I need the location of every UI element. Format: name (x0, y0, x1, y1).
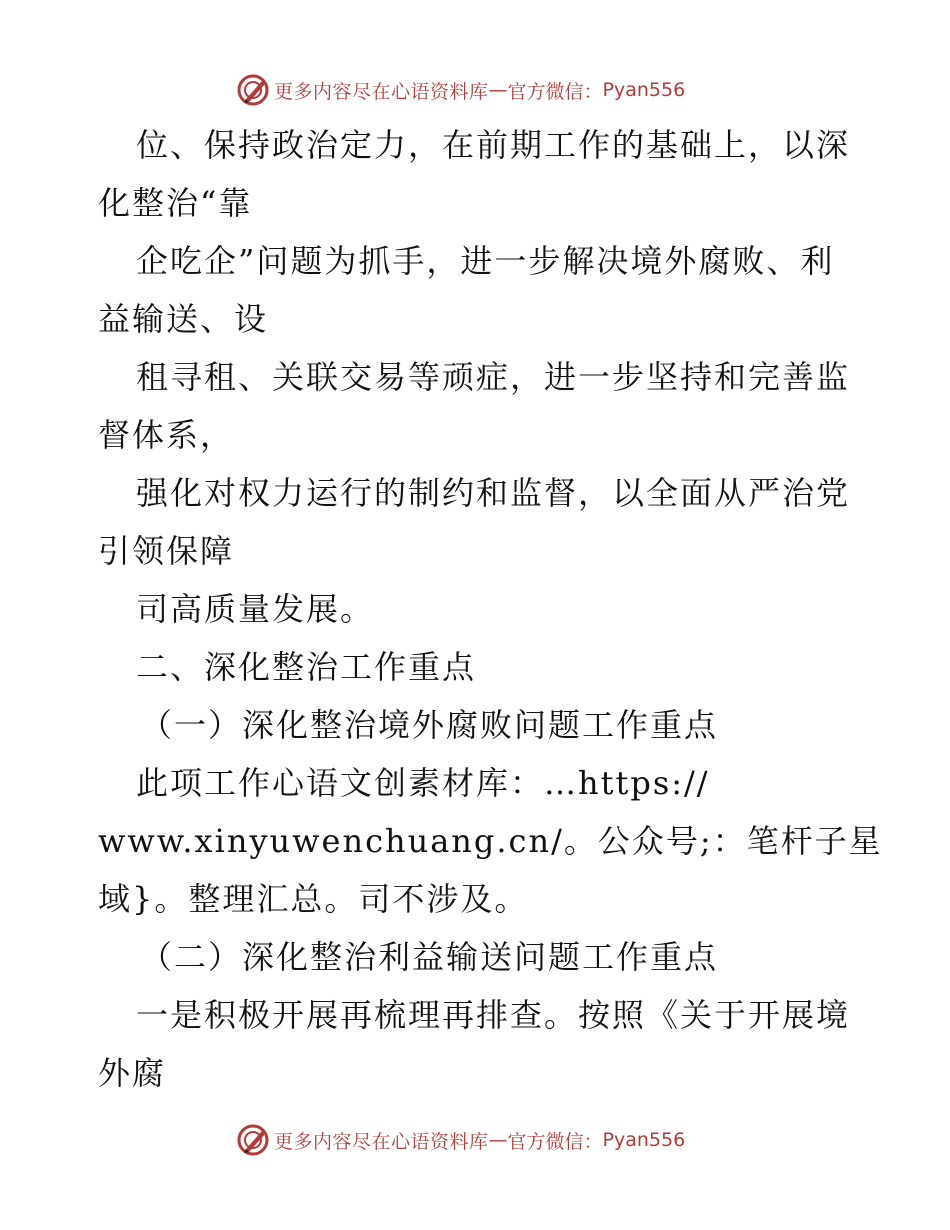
body-line-3: 企吃企”问题为抓手，进一步解决境外腐败、利 (136, 242, 835, 280)
body-line-16: 一是积极开展再梳理再排查。按照《关于开展境 (136, 996, 851, 1034)
body-line-17: 外腐 (98, 1054, 167, 1092)
pen-logo-icon (236, 1123, 270, 1157)
header-wechat-id: Pyan556 (602, 79, 686, 101)
footer-banner (236, 1123, 685, 1157)
body-line-14: 域}。整理汇总。司不涉及。 (98, 880, 529, 918)
body-line-2: 化整治“靠 (98, 184, 253, 222)
body-line-9: 司高质量发展。 (136, 590, 375, 628)
header-banner (236, 73, 685, 107)
header-wechat-label: 官方微信： (507, 80, 603, 103)
body-line-6: 督体系， (98, 416, 235, 454)
footer-wechat-id: Pyan556 (602, 1129, 686, 1151)
section-heading-2: 二、深化整治工作重点 (136, 648, 477, 686)
footer-separator: — (488, 1129, 508, 1151)
body-line-8: 引领保障 (98, 532, 235, 570)
body-line-5: 租寻租、关联交易等顽症，进一步坚持和完善监 (136, 358, 851, 396)
subsection-heading-1: （一）深化整治境外腐败问题工作重点 (140, 706, 719, 744)
body-line-12: 此项工作心语文创素材库：…https:// (136, 764, 710, 802)
body-line-13: www.xinyuwenchuang.cn/。公众号;：笔杆子星 (98, 822, 883, 860)
pen-logo-icon (236, 73, 270, 107)
header-separator: — (488, 79, 508, 101)
footer-wechat-label: 官方微信： (507, 1130, 603, 1153)
body-line-1: 位、保持政治定力，在前期工作的基础上，以深 (136, 126, 851, 164)
body-line-7: 强化对权力运行的制约和监督，以全面从严治党 (136, 474, 851, 512)
subsection-heading-2: （二）深化整治利益输送问题工作重点 (140, 938, 719, 976)
footer-banner-text: 更多内容尽在心语资料库 (274, 1130, 489, 1153)
body-line-4: 益输送、设 (98, 300, 269, 338)
header-banner-text: 更多内容尽在心语资料库 (274, 80, 489, 103)
